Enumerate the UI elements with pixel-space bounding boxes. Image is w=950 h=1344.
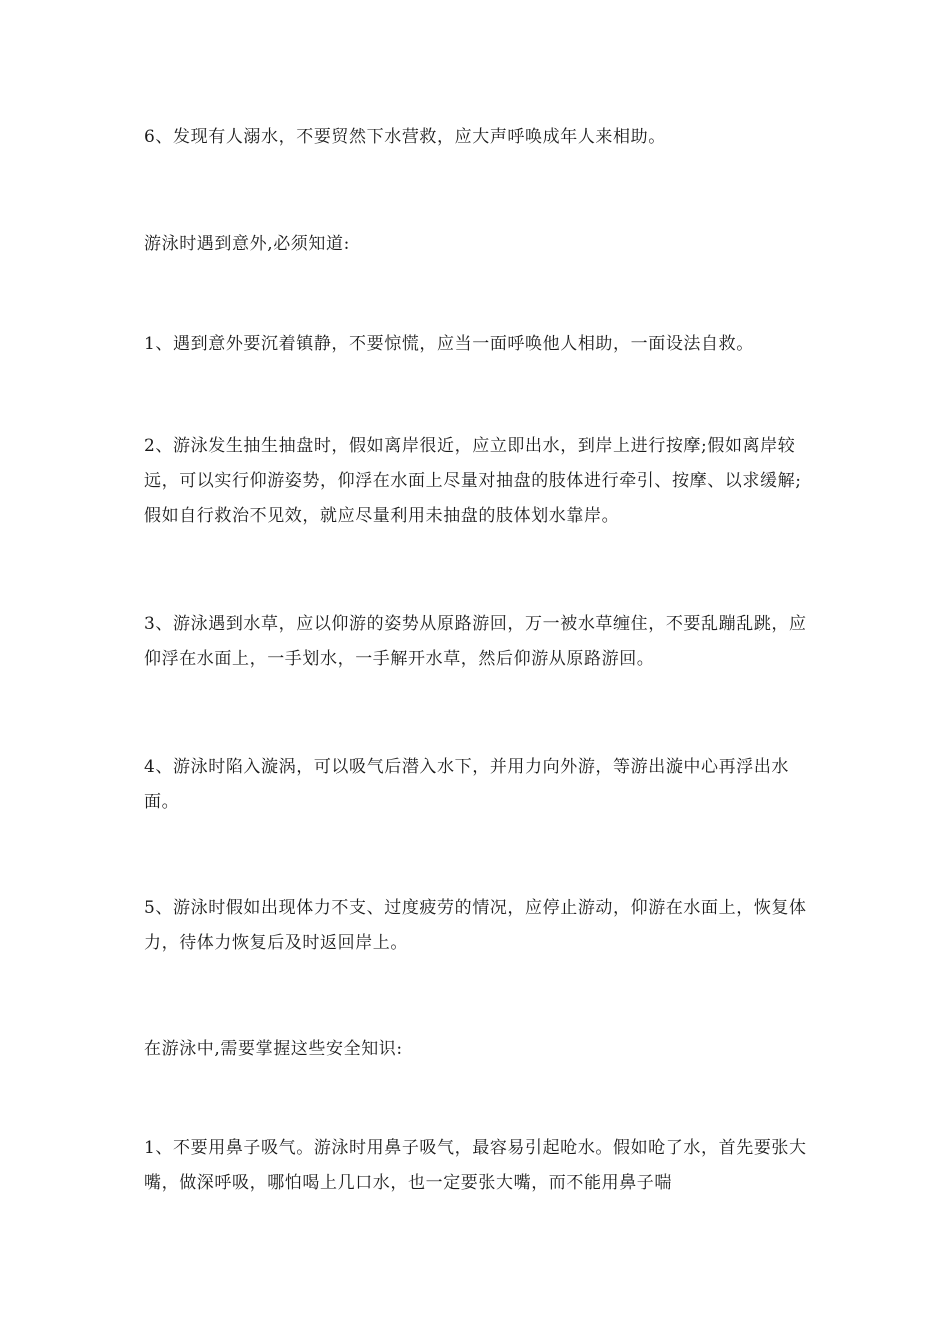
heading-safety-knowledge: 在游泳中,需要掌握这些安全知识: (144, 1039, 403, 1059)
paragraph-fatigue: 5、游泳时假如出现体力不支、过度疲劳的情况，应停止游动，仰游在水面上，恢复体力，待体力恢复后及时返回岸上。 (144, 898, 807, 953)
heading-accident-knowledge: 游泳时遇到意外,必须知道: (144, 234, 350, 254)
paragraph-drowning-rescue: 6、发现有人溺水，不要贸然下水营救，应大声呼唤成年人来相助。 (144, 127, 666, 147)
paragraph-whirlpool: 4、游泳时陷入漩涡，可以吸气后潜入水下，并用力向外游，等游出漩中心再浮出水面。 (144, 757, 790, 812)
paragraph-stay-calm: 1、遇到意外要沉着镇静，不要惊慌，应当一面呼唤他人相助，一面设法自救。 (144, 334, 754, 354)
paragraph-nose-breathing: 1、不要用鼻子吸气。游泳时用鼻子吸气，最容易引起呛水。假如呛了水，首先要张大嘴，做深呼吸，哪怕喝上几口水，也一定要张大嘴，而不能用鼻子喘 (144, 1138, 807, 1193)
paragraph-cramp: 2、游泳发生抽生抽盘时，假如离岸很近，应立即出水，到岸上进行按摩;假如离岸较远，可以实行仰游姿势，仰浮在水面上尽量对抽盘的肢体进行牵引、按摩、以求缓解;假如自行救治不见效，就应尽量利用未抽盘的肢体划水靠岸。 (144, 436, 802, 526)
paragraph-water-weeds: 3、游泳遇到水草，应以仰游的姿势从原路游回，万一被水草缠住，不要乱蹦乱跳，应仰浮在水面上，一手划水，一手解开水草，然后仰游从原路游回。 (144, 614, 807, 669)
